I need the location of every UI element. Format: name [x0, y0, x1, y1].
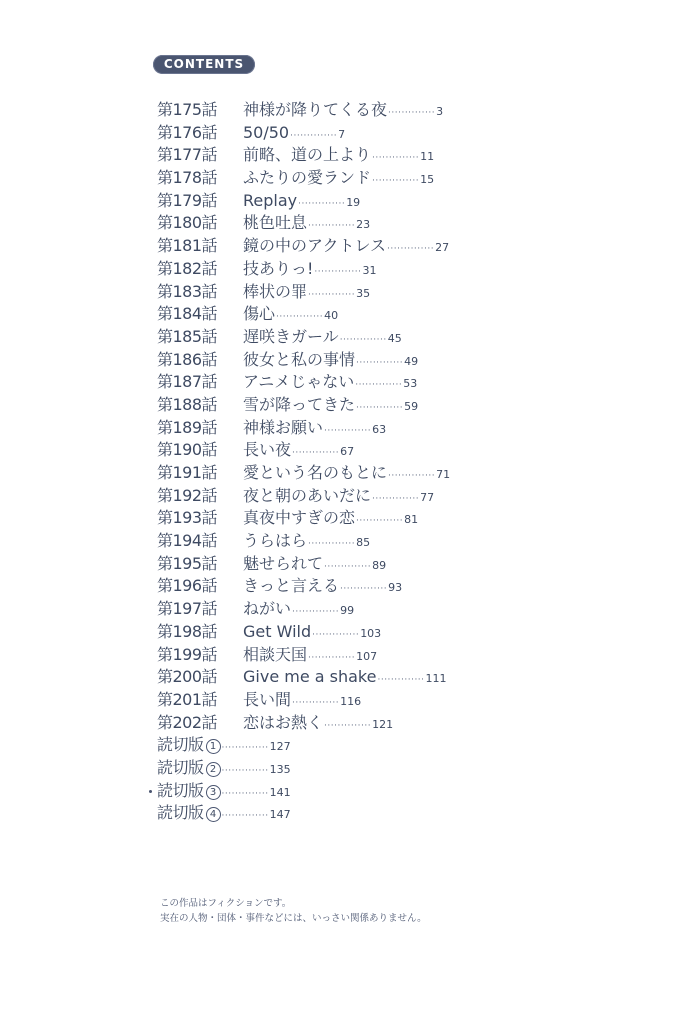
- chapter-list: [157, 97, 637, 732]
- toc-row: [157, 188, 637, 211]
- chapter-title: 恋はお熱く: [243, 712, 324, 732]
- page-number: 23: [356, 218, 371, 232]
- toc-row: [157, 619, 637, 642]
- page-number: 85: [356, 536, 371, 550]
- yomikiri-list: [157, 732, 637, 823]
- dot-leader: ··············: [221, 743, 269, 754]
- yomikiri-label: 読切版: [157, 803, 204, 823]
- dot-leader: ··············: [298, 198, 346, 209]
- toc-row: [157, 460, 637, 483]
- chapter-number: 第197話: [157, 599, 218, 619]
- page-number: 116: [340, 694, 362, 708]
- page-number: 15: [420, 173, 435, 187]
- chapter-title: ふたりの愛ランド: [243, 168, 372, 188]
- dot-leader: ··············: [388, 471, 436, 481]
- toc-row: [157, 437, 637, 460]
- chapter-title: きっと言える: [243, 576, 340, 596]
- toc-row: [157, 142, 637, 165]
- dot-leader: ··············: [290, 130, 338, 141]
- toc-row: [157, 233, 637, 256]
- page-number: 45: [387, 331, 402, 345]
- chapter-number: 第200話: [157, 667, 218, 687]
- chapter-title: 神様お願い: [243, 417, 324, 437]
- chapter-title: Replay: [243, 190, 298, 210]
- dot-leader: ··············: [292, 607, 340, 618]
- dot-leader: ··············: [312, 629, 360, 640]
- toc-row-yomikiri: [157, 778, 637, 801]
- page-number: 31: [362, 263, 377, 277]
- page-number: 103: [360, 626, 382, 640]
- chapter-title: 長い間: [243, 689, 292, 709]
- page-number: 135: [269, 762, 291, 776]
- page-number: 107: [356, 649, 378, 663]
- dot-leader: ··············: [292, 448, 340, 459]
- chapter-number: 第179話: [157, 190, 218, 210]
- chapter-number: 第188話: [157, 394, 218, 414]
- dot-leader: ··············: [324, 561, 372, 572]
- dot-leader: ··············: [372, 153, 420, 164]
- page-number: 11: [420, 150, 435, 164]
- page-number: 35: [356, 286, 371, 300]
- chapter-title: 長い夜: [243, 440, 292, 460]
- page-number: 53: [403, 377, 418, 391]
- chapter-number: 第192話: [157, 485, 218, 505]
- chapter-title: 愛という名のもとに: [243, 463, 388, 482]
- page-number: 63: [372, 422, 387, 436]
- chapter-number: 第183話: [157, 281, 218, 301]
- toc-row: [157, 369, 637, 392]
- chapter-title: 技ありっ!: [243, 258, 314, 278]
- chapter-title: 遅咲きガール: [243, 326, 339, 346]
- toc-row: [157, 664, 637, 687]
- dot-leader: ··············: [221, 788, 269, 799]
- chapter-title: 雪が降ってきた: [243, 394, 356, 414]
- chapter-title: 真夜中すぎの恋: [243, 508, 356, 528]
- chapter-number: 第182話: [157, 258, 218, 278]
- yomikiri-label: 読切版: [157, 735, 204, 755]
- page-number: 111: [425, 672, 447, 686]
- circled-number: 4: [206, 807, 221, 822]
- toc-row: [157, 687, 637, 710]
- chapter-number: 第177話: [157, 145, 218, 165]
- page-number: 81: [404, 513, 419, 527]
- disclaimer-line-2: 実在の人物・団体・事件などには、いっさい関係ありません。: [160, 913, 427, 924]
- dot-leader: ··············: [339, 334, 387, 345]
- dot-leader: ··············: [314, 266, 362, 277]
- page-number: 127: [269, 740, 291, 754]
- dot-leader: ··············: [388, 108, 436, 118]
- chapter-title: Get Wild: [243, 621, 312, 641]
- page-number: 89: [372, 558, 387, 572]
- chapter-number: 第178話: [157, 168, 218, 188]
- chapter-title: アニメじゃない: [243, 372, 355, 392]
- chapter-title: 棒状の罪: [243, 281, 308, 301]
- toc-row-yomikiri: [157, 732, 637, 755]
- chapter-title: うらはら: [243, 531, 308, 551]
- page-number: 77: [420, 490, 435, 504]
- dot-leader: ··············: [356, 516, 404, 527]
- contents-badge: CONTENTS: [153, 55, 255, 74]
- chapter-number: 第191話: [157, 463, 218, 482]
- dot-leader: ··············: [221, 765, 269, 776]
- toc-row: [157, 324, 637, 347]
- chapter-title: 彼女と私の事情: [243, 349, 356, 369]
- dot-leader: ··············: [372, 493, 420, 504]
- chapter-number: 第193話: [157, 508, 218, 528]
- dot-leader: ··············: [356, 357, 404, 368]
- chapter-number: 第199話: [157, 644, 218, 664]
- chapter-number: 第184話: [157, 304, 218, 324]
- page-number: 93: [388, 581, 403, 595]
- toc-row: [157, 392, 637, 415]
- chapter-number: 第189話: [157, 417, 218, 437]
- circled-number: 1: [206, 739, 221, 754]
- table-of-contents: [157, 97, 637, 823]
- toc-row: [157, 415, 637, 438]
- toc-row: [157, 596, 637, 619]
- toc-row: [157, 483, 637, 506]
- dot-leader: ··············: [308, 221, 356, 232]
- dot-leader: ··············: [340, 584, 388, 595]
- dot-leader: ··············: [387, 244, 435, 255]
- page-number: 27: [435, 241, 450, 255]
- page-number: 71: [436, 468, 451, 481]
- disclaimer-line-1: この作品はフィクションです。: [160, 898, 292, 909]
- page-number: 121: [372, 717, 394, 731]
- chapter-title: 傷心: [243, 304, 276, 324]
- yomikiri-label: 読切版: [157, 780, 204, 800]
- disclaimer-footnote: [160, 896, 427, 926]
- chapter-title: 鏡の中のアクトレス: [243, 236, 387, 256]
- chapter-title: 桃色吐息: [243, 213, 308, 233]
- page-number: 40: [324, 309, 339, 323]
- page-number: 7: [338, 127, 346, 141]
- stray-dot-mark: [149, 790, 152, 793]
- toc-row: [157, 210, 637, 233]
- chapter-number: 第202話: [157, 712, 218, 732]
- circled-number: 3: [206, 785, 221, 800]
- page-number: 147: [269, 808, 291, 822]
- chapter-number: 第190話: [157, 440, 218, 460]
- page-number: 141: [269, 785, 291, 799]
- chapter-number: 第180話: [157, 213, 218, 233]
- toc-row: [157, 528, 637, 551]
- toc-row-yomikiri: [157, 800, 637, 823]
- chapter-title: 神様が降りてくる夜: [243, 100, 388, 119]
- toc-row: [157, 551, 637, 574]
- chapter-number: 第181話: [157, 236, 218, 256]
- chapter-number: 第185話: [157, 326, 218, 346]
- chapter-title: 夜と朝のあいだに: [243, 485, 372, 505]
- dot-leader: ··············: [324, 425, 372, 436]
- page-number: 3: [436, 105, 444, 118]
- page-number: 67: [340, 445, 355, 459]
- dot-leader: ··············: [356, 402, 404, 413]
- toc-row: [157, 165, 637, 188]
- toc-row: [157, 256, 637, 279]
- dot-leader: ··············: [308, 289, 356, 300]
- toc-row: [157, 642, 637, 665]
- chapter-title: 50/50: [243, 122, 290, 142]
- chapter-number: 第201話: [157, 689, 218, 709]
- chapter-number: 第196話: [157, 576, 218, 596]
- chapter-title: 魅せられて: [243, 553, 324, 573]
- toc-row: [157, 301, 637, 324]
- dot-leader: ··············: [324, 720, 372, 731]
- page-number: 49: [404, 354, 419, 368]
- chapter-number: 第194話: [157, 531, 218, 551]
- chapter-title: ねがい: [243, 599, 292, 619]
- chapter-title: Give me a shake: [243, 667, 377, 687]
- chapter-title: 前略、道の上より: [243, 145, 372, 165]
- chapter-number: 第198話: [157, 621, 218, 641]
- toc-row: [157, 97, 637, 120]
- circled-number: 2: [206, 762, 221, 777]
- dot-leader: ··············: [377, 675, 425, 686]
- toc-row: [157, 710, 637, 733]
- dot-leader: ··············: [355, 380, 403, 391]
- dot-leader: ··············: [372, 176, 420, 187]
- chapter-number: 第175話: [157, 100, 218, 119]
- toc-row: [157, 347, 637, 370]
- toc-row: [157, 505, 637, 528]
- chapter-title: 相談天国: [243, 644, 308, 664]
- toc-row-yomikiri: [157, 755, 637, 778]
- chapter-number: 第195話: [157, 553, 218, 573]
- toc-row: [157, 120, 637, 143]
- page-number: 19: [346, 195, 361, 209]
- chapter-number: 第176話: [157, 122, 218, 142]
- chapter-number: 第186話: [157, 349, 218, 369]
- toc-row: [157, 573, 637, 596]
- page-number: 99: [340, 604, 355, 618]
- chapter-number: 第187話: [157, 372, 218, 392]
- dot-leader: ··············: [276, 312, 324, 323]
- yomikiri-label: 読切版: [157, 757, 204, 777]
- page-number: 59: [404, 399, 419, 413]
- dot-leader: ··············: [308, 652, 356, 663]
- dot-leader: ··············: [292, 697, 340, 708]
- toc-row: [157, 279, 637, 302]
- dot-leader: ··············: [308, 539, 356, 550]
- dot-leader: ··············: [221, 811, 269, 822]
